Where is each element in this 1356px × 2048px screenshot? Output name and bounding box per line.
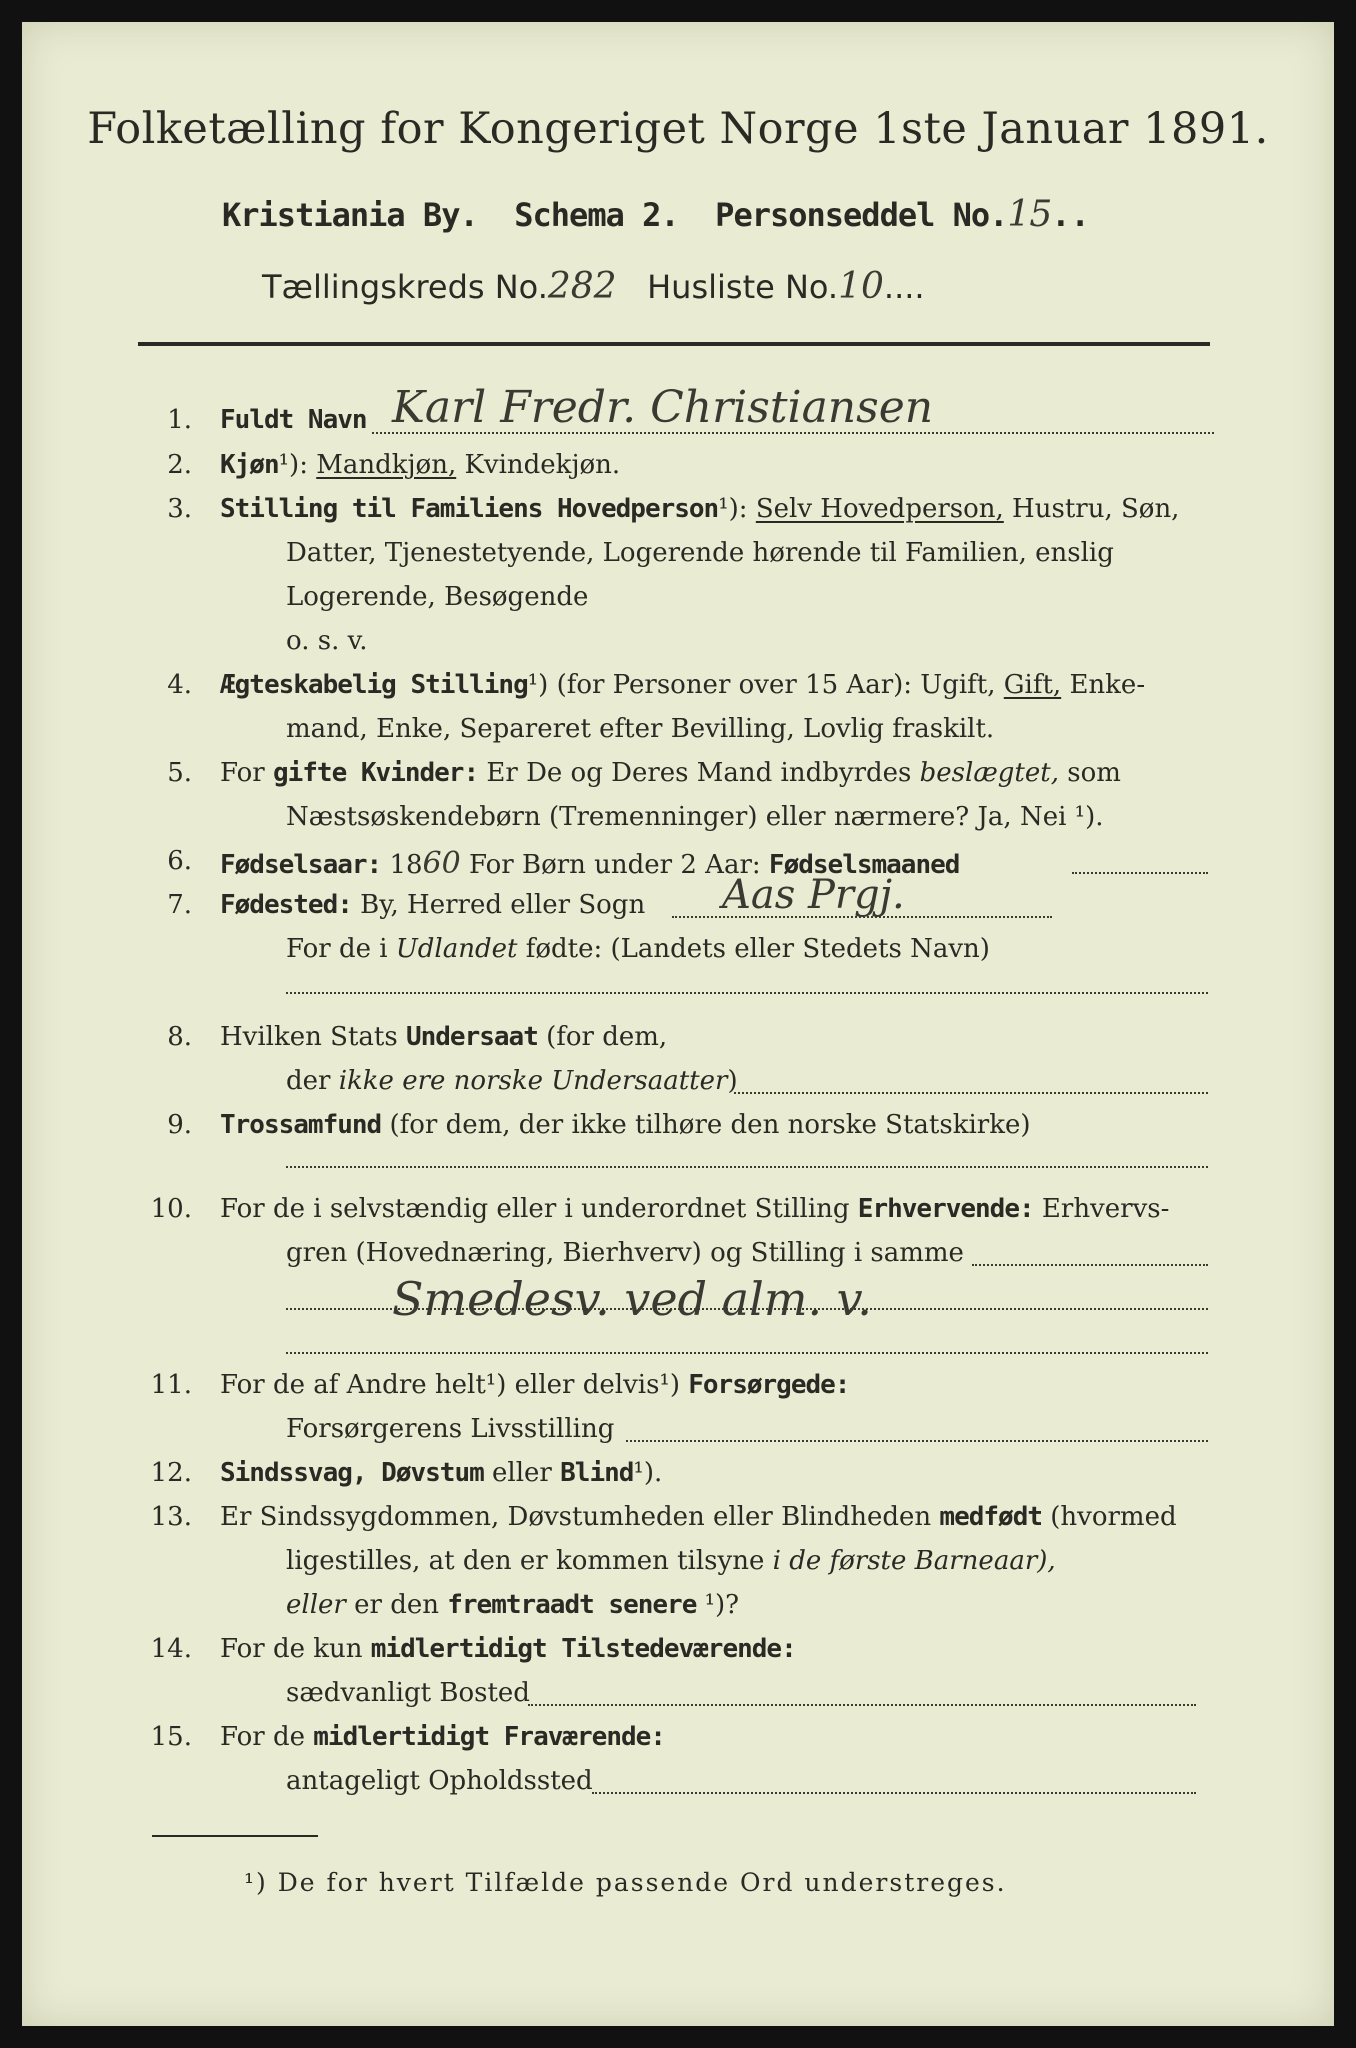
- f10-num: 10.: [150, 1194, 192, 1224]
- f13-label: medfødt: [939, 1502, 1042, 1532]
- f9-num: 9.: [167, 1110, 192, 1140]
- f6-mid: For Børn under 2 Aar:: [460, 850, 769, 880]
- f10-line2: gren (Hovednæring, Bierhverv) og Stilling i samme: [286, 1238, 964, 1268]
- f5-row: [220, 758, 1121, 788]
- schema: Schema 2.: [514, 196, 679, 234]
- personseddel-label: Personseddel No.: [715, 196, 1008, 234]
- f12-label: Sindssvag, Døvstum: [220, 1458, 484, 1488]
- f11-line2: Forsørgerens Livsstilling: [286, 1414, 615, 1444]
- f12-row: [220, 1458, 662, 1488]
- f8-post: (for dem,: [537, 1022, 668, 1052]
- f3-num: 3.: [167, 494, 192, 524]
- f12-post: ¹).: [633, 1458, 663, 1488]
- f4-pre: ¹) (for Personer over 15 Aar): Ugift,: [527, 670, 1004, 700]
- f8-line2-it: ikke ere norske Undersaatter: [338, 1066, 728, 1096]
- f9-post: (for dem, der ikke tilhøre den norske Statskirke): [381, 1110, 1031, 1140]
- f9-row: [220, 1110, 1031, 1140]
- f15-pre: For de: [220, 1722, 314, 1752]
- f5-it: beslægtet,: [919, 758, 1059, 788]
- form-counts: Tællingskreds No.282 Husliste No.10....: [262, 266, 925, 307]
- f7-mid: By, Herred eller Sogn: [351, 890, 646, 920]
- f1-value: Karl Fredr. Christiansen: [392, 382, 934, 433]
- f4-num: [132, 670, 192, 700]
- f3-row: [220, 494, 1179, 524]
- f2-label: Kjøn: [220, 450, 279, 480]
- f14-row: [220, 1634, 796, 1664]
- f13-line3: [286, 1590, 739, 1620]
- husliste-value: 10: [838, 266, 884, 307]
- f6-line: [1072, 872, 1208, 874]
- f5-num: 5.: [167, 758, 192, 788]
- f8-line2: [286, 1066, 738, 1096]
- f11-num: 11.: [150, 1370, 192, 1400]
- f15-line2: antageligt Opholdssted: [286, 1766, 593, 1796]
- f10-line4: [286, 1352, 1208, 1354]
- f5-post: som: [1058, 758, 1121, 788]
- f14-label: midlertidigt Tilstedeværende:: [370, 1634, 796, 1664]
- f8-row: [220, 1022, 667, 1052]
- f1-label: Fuldt Navn: [220, 405, 367, 435]
- f3-label: Stilling til Familiens Hovedperson: [220, 494, 719, 524]
- f13-row: [220, 1502, 1177, 1532]
- f3-line3: Logerende, Besøgende: [286, 582, 589, 612]
- f5-line2: Næstsøskendebørn (Tremenninger) eller nærmere? Ja, Nei ¹).: [286, 802, 1104, 832]
- f10-post: Erhvervs-: [1033, 1194, 1170, 1224]
- f11-row: [220, 1370, 849, 1400]
- f8-pre: Hvilken Stats: [220, 1022, 406, 1052]
- f11-line: [626, 1440, 1208, 1442]
- f12-mid: eller: [483, 1458, 561, 1488]
- f7-row: [220, 890, 645, 920]
- f2-opt2: Kvindekjøn.: [456, 450, 621, 480]
- f4-row: [220, 670, 1145, 700]
- f12-label2: Blind: [560, 1458, 634, 1488]
- f15-num: 15.: [150, 1722, 192, 1752]
- f4-post: Enke-: [1061, 670, 1146, 700]
- f4-label: Ægteskabelig Stilling: [220, 670, 528, 700]
- f15-label: midlertidigt Fraværende:: [313, 1722, 665, 1752]
- f13-line3-mid: er den: [345, 1590, 448, 1620]
- f7-line2-it: Udlandet: [395, 934, 518, 964]
- f8-line2-post: ): [727, 1066, 738, 1096]
- f3-line2: Datter, Tjenestetyende, Logerende hørende til Familien, enslig: [286, 538, 1114, 568]
- f6-label: Fødselsaar:: [220, 850, 382, 880]
- form-title: Folketælling for Kongeriget Norge 1ste Januar 1891.: [87, 104, 1269, 154]
- f3-sup: ¹):: [718, 494, 756, 524]
- f5-pre: For: [220, 758, 273, 788]
- f3-line4: o. s. v.: [286, 626, 368, 656]
- f6-value: 60: [422, 846, 461, 881]
- taellingskreds-value: 282: [547, 266, 617, 307]
- f14-line2: sædvanligt Bosted: [286, 1678, 530, 1708]
- f1-num: 1.: [167, 405, 192, 435]
- f3-rest1: Hustru, Søn,: [1003, 494, 1180, 524]
- f6-prefix: 18: [381, 850, 423, 880]
- f3-opt1: Selv Hovedperson,: [755, 494, 1004, 524]
- footnote-rule: [152, 1835, 318, 1837]
- personseddel-value: 15: [1007, 194, 1052, 235]
- f2-num: 2.: [167, 450, 192, 480]
- f13-line2: [286, 1546, 1056, 1576]
- f9-line: [286, 1166, 1208, 1168]
- f6-num: 6.: [167, 846, 192, 876]
- f10-row: [220, 1194, 1169, 1224]
- f2-row: [220, 450, 620, 480]
- f2-opt1: Mandkjøn,: [316, 450, 457, 480]
- f5-mid: Er De og Deres Mand indbyrdes: [478, 758, 920, 788]
- taellingskreds-label: Tællingskreds No.: [262, 268, 548, 306]
- footnote: ¹) De for hvert Tilfælde passende Ord understreges.: [244, 1868, 1007, 1897]
- f14-pre: For de kun: [220, 1634, 371, 1664]
- f11-label: Forsørgede:: [688, 1370, 850, 1400]
- form-subtitle: Kristiania By. Schema 2. Personseddel No.15..: [222, 194, 1090, 235]
- f13-num: 13.: [150, 1502, 192, 1532]
- f7-line3: [286, 992, 1208, 994]
- census-form: [22, 22, 1334, 2026]
- f13-line3-post: ¹)?: [696, 1590, 740, 1620]
- f10-label: Erhvervende:: [857, 1194, 1034, 1224]
- f7-label: Fødested:: [220, 890, 352, 920]
- f13-line3-label: fremtraadt senere: [447, 1590, 697, 1620]
- f8-num: 8.: [167, 1022, 192, 1052]
- f12-num: 12.: [150, 1458, 192, 1488]
- f10-pre: For de i selvstændig eller i underordnet Stilling: [220, 1194, 858, 1224]
- f13-line2-pre: ligestilles, at den er kommen tilsyne: [286, 1546, 773, 1576]
- f13-pre: Er Sindssygdommen, Døvstumheden eller Blindheden: [220, 1502, 940, 1532]
- f14-line: [528, 1704, 1196, 1706]
- f5-label: gifte Kvinder:: [272, 758, 479, 788]
- f13-post: (hvormed: [1042, 1502, 1177, 1532]
- f8-line2-pre: der: [286, 1066, 339, 1096]
- f13-line3-it: eller: [286, 1590, 346, 1620]
- f14-num: 14.: [150, 1634, 192, 1664]
- f4-opt: Gift,: [1003, 670, 1062, 700]
- f11-pre: For de af Andre helt¹) eller delvis¹): [220, 1370, 689, 1400]
- f10-value: Smedesv. ved alm. v.: [392, 1272, 872, 1326]
- f15-line: [592, 1792, 1196, 1794]
- f8-label: Undersaat: [405, 1022, 538, 1052]
- f2-sup: ¹):: [278, 450, 317, 480]
- husliste-label: Husliste No.: [647, 268, 839, 306]
- f7-value: Aas Prgj.: [722, 872, 905, 918]
- f10-line2-dots: [972, 1264, 1208, 1266]
- f6-label2: Fødselsmaaned: [768, 850, 960, 880]
- f9-label: Trossamfund: [220, 1110, 382, 1140]
- f13-line2-it: i de første Barneaar),: [772, 1546, 1056, 1576]
- f8-line: [734, 1092, 1208, 1094]
- f15-row: [220, 1722, 665, 1752]
- f4-num-text: 4.: [167, 670, 192, 700]
- f7-line2: [286, 934, 990, 964]
- city: Kristiania By.: [222, 196, 478, 234]
- f4-line2: mand, Enke, Separeret efter Bevilling, Lovlig fraskilt.: [286, 714, 995, 744]
- f7-line2-post: fødte: (Landets eller Stedets Navn): [517, 934, 990, 964]
- header-rule: [138, 342, 1210, 346]
- f7-num: 7.: [167, 890, 192, 920]
- f7-line2-pre: For de i: [286, 934, 396, 964]
